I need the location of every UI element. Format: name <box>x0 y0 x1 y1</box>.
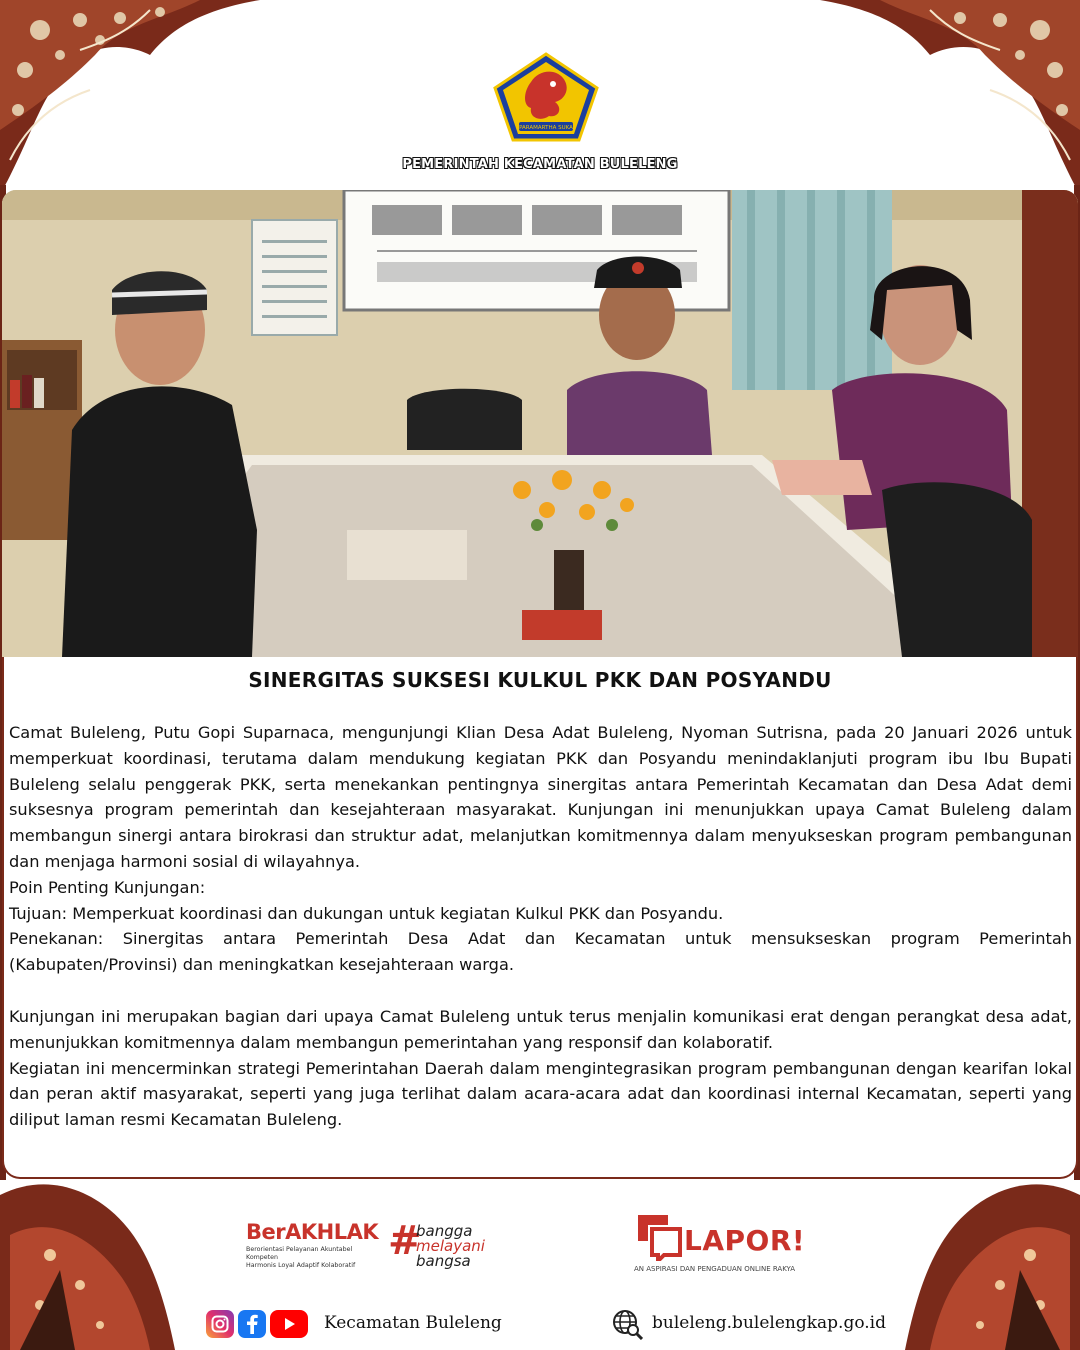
buleleng-emblem-icon <box>493 52 599 142</box>
point-2: Penekanan: Sinergitas antara Pemerintah Desa Adat dan Kecamatan untuk mensukseskan program Pemerintah (Kabupaten/Provinsi) dan meningkatkan kesejahteraan warga. <box>9 929 1072 975</box>
bangga-line-2: melayani <box>416 1237 485 1255</box>
paragraph-2: Kunjungan ini merupakan bagian dari upaya Camat Buleleng untuk terus menjalin komunikasi erat dengan perangkat desa adat, menunjukkan komitmennya dalam membangun pemerintahan yang responsif dan kolaboratif. <box>9 1006 1072 1052</box>
berakhlak-sub-1: Berorientasi Pelayanan Akuntabel Kompeten <box>246 1246 353 1261</box>
berakhlak-sub-2: Harmonis Loyal Adaptif Kolaboratif <box>246 1262 356 1269</box>
paragraph-3: Kegiatan ini mencerminkan strategi Pemerintahan Daerah dalam mengintegrasikan program pembangunan dengan kearifan lokal dan peran aktif masyarakat, seperti yang juga terlihat dalam acara-acara adat dan koordinasi internal Kecamatan, seperti yang diliput laman resmi Kecamatan Buleleng. <box>9 1058 1072 1130</box>
article-body <box>9 720 1072 1133</box>
globe-search-icon <box>611 1308 643 1340</box>
point-1: Tujuan: Memperkuat koordinasi dan dukungan untuk kegiatan Kulkul PKK dan Posyandu. <box>9 903 724 923</box>
berakhlak-subtitle <box>246 1246 381 1270</box>
berakhlak-word: BerAKHLAK <box>246 1220 379 1244</box>
lapor-word: LAPOR! <box>684 1224 806 1257</box>
wayang-ornament-bottom-right <box>870 1175 1080 1350</box>
instagram-icon[interactable] <box>206 1310 234 1338</box>
article-title: SINERGITAS SUKSESI KULKUL PKK DAN POSYANDU <box>248 668 832 692</box>
bangga-melayani-bangsa-logo <box>388 1218 488 1270</box>
social-account-label: Kecamatan Buleleng <box>324 1313 502 1333</box>
meeting-photo <box>2 190 1078 657</box>
lapor-subtitle: AN ASPIRASI DAN PENGADUAN ONLINE RAKYA <box>634 1265 796 1273</box>
social-icons <box>206 1309 308 1339</box>
bangga-line-3: bangsa <box>416 1252 471 1270</box>
lapor-mark-icon <box>634 1211 684 1261</box>
website-link[interactable]: buleleng.bulelengkap.go.id <box>652 1313 886 1333</box>
bangga-line-1: bangga <box>416 1222 473 1240</box>
facebook-icon[interactable] <box>238 1310 266 1338</box>
lapor-logo <box>632 1207 806 1277</box>
bangga-text <box>416 1224 485 1269</box>
spacer <box>9 978 1072 1004</box>
paragraph-1: Camat Buleleng, Putu Gopi Suparnaca, mengunjungi Klian Desa Adat Buleleng, Nyoman Sutrisna, pada 20 Januari 2026 untuk memperkuat koordinasi, terutama dalam mendukung kegiatan PKK dan Posyandu menindaklanjuti program ibu Ibu Bupati Buleleng selalu penggerak PKK, serta menekankan pentingnya sinergitas antara Pemerintah Kecamatan dan Desa Adat demi suksesnya program pemerintah dan kesejahteraan masyarakat. Kunjungan ini menunjukkan upaya Camat Buleleng dalam membangun sinergi antara birokrasi dan struktur adat, melanjutkan komitmennya dalam menyukseskan program pembangunan dan menjaga harmoni sosial di wilayahnya. <box>9 723 1072 871</box>
page-header-title: PEMERINTAH KECAMATAN BULELENG <box>402 157 678 172</box>
wayang-ornament-bottom-left <box>0 1175 210 1350</box>
berakhlak-logo <box>246 1220 381 1270</box>
emblem-motto: PARAMARTHA SUKA <box>519 125 573 131</box>
youtube-icon[interactable] <box>270 1310 308 1338</box>
hashtag-icon: # <box>388 1218 422 1264</box>
points-heading: Poin Penting Kunjungan: <box>9 877 206 897</box>
